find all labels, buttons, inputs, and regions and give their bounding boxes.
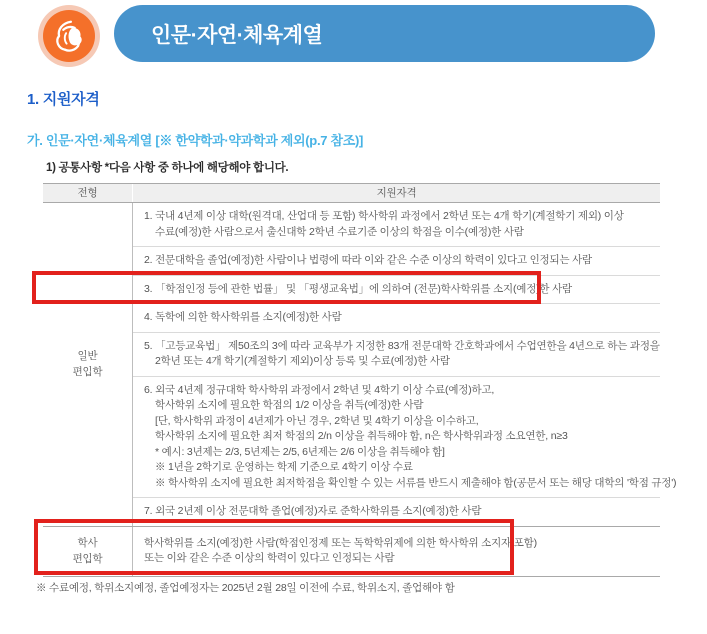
row-label-bachelor-transfer: 학사 편입학 (43, 527, 133, 576)
table-header-row (43, 184, 660, 203)
category-banner (114, 5, 655, 62)
footnote: ※ 수료예정, 학위소지예정, 졸업예정자는 2025년 2월 28일 이전에 수료, 학위소지, 졸업해야 함 (36, 582, 455, 594)
table-row-bachelor-transfer (43, 526, 660, 576)
bachelor-qualification-items (133, 527, 660, 576)
bachelor-qualification: 학사학위를 소지(예정)한 사람(학점인정제 또는 독학학위제에 의한 학사학위 소지자 포함) 또는 이와 같은 수준 이상의 학력이 있다고 인정되는 사람 (144, 536, 537, 564)
qualification-item-6: 6. 외국 4년제 정규대학 학사학위 과정에서 2학년 및 4학기 이상 수료(예정)하고, 학사학위 소지에 필요한 학점의 1/2 이상을 취득(예정)한 사람 [단, 학사학위 과정이 4년제가 아닌 경우, 2학년 및 4학기 이상을 이수하고, 학사학위 소지에 필요한 최저 학점의 2/n 이상을 취득해야 함, n은 학사학위과정 소요연한, n≥3 * 예시: 3년제는 2/3, 5년제는 2/5, 6년제는 2/6 이상을 취득해야 함] ※ 1년을 2학기로 운영하는 학제 기준으로 4학기 이상 수료 ※ 학사학위 소지에 필요한 최저학점을 확인할 수 있는 서류를 반드시 제출해야 함(공문서 또는 해당 대학의 '학점 규정') (133, 377, 660, 499)
row-label-general-transfer: 일반 편입학 (43, 203, 133, 526)
qualification-items (133, 203, 677, 526)
qualification-item-3: 3. 「학점인정 등에 관한 법률」 및 「평생교육법」에 의하여 (전문)학사학위를 소지(예정)한 사람 (133, 276, 660, 305)
banner-title: 인문·자연·체육계열 (151, 23, 323, 47)
common-requirement-note: 1) 공통사항 *다음 사항 중 하나에 해당해야 합니다. (46, 162, 289, 174)
section-title: 1. 지원자격 (27, 91, 100, 108)
lion-icon (43, 10, 95, 62)
qualification-item-5: 5. 「고등교육법」 제50조의 3에 따라 교육부가 지정한 83개 전문대학 간호학과에서 수업연한을 4년으로 하는 과정을 2학년 또는 4개 학기(계절학기 제외)이상 등록 및 수료(예정)한 사람 (133, 333, 660, 377)
qualification-table (43, 183, 677, 577)
table-row-general-transfer (43, 203, 677, 526)
column-header-qualification: 지원자격 (376, 187, 417, 199)
qualification-item-1: 1. 국내 4년제 이상 대학(원격대, 산업대 등 포함) 학사학위 과정에서 2학년 또는 4개 학기(계절학기 제외) 이상 수료(예정)한 사람으로서 출신대학 2학년 수료기준 이상의 학점을 이수(예정)한 사람 (133, 203, 660, 247)
subsection-title: 가. 인문·자연·체육계열 [※ 한약학과·약과학과 제외(p.7 참조)] (27, 133, 364, 148)
qualification-item-2: 2. 전문대학을 졸업(예정)한 사람이나 법령에 따라 이와 같은 수준 이상의 학력이 있다고 인정되는 사람 (133, 247, 660, 276)
column-header-type: 전형 (43, 184, 133, 202)
qualification-item-4: 4. 독학에 의한 학사학위를 소지(예정)한 사람 (133, 304, 660, 333)
qualification-item-7: 7. 외국 2년제 이상 전문대학 졸업(예정)자로 준학사학위를 소지(예정)한 사람 (144, 505, 482, 517)
university-logo (38, 5, 100, 67)
